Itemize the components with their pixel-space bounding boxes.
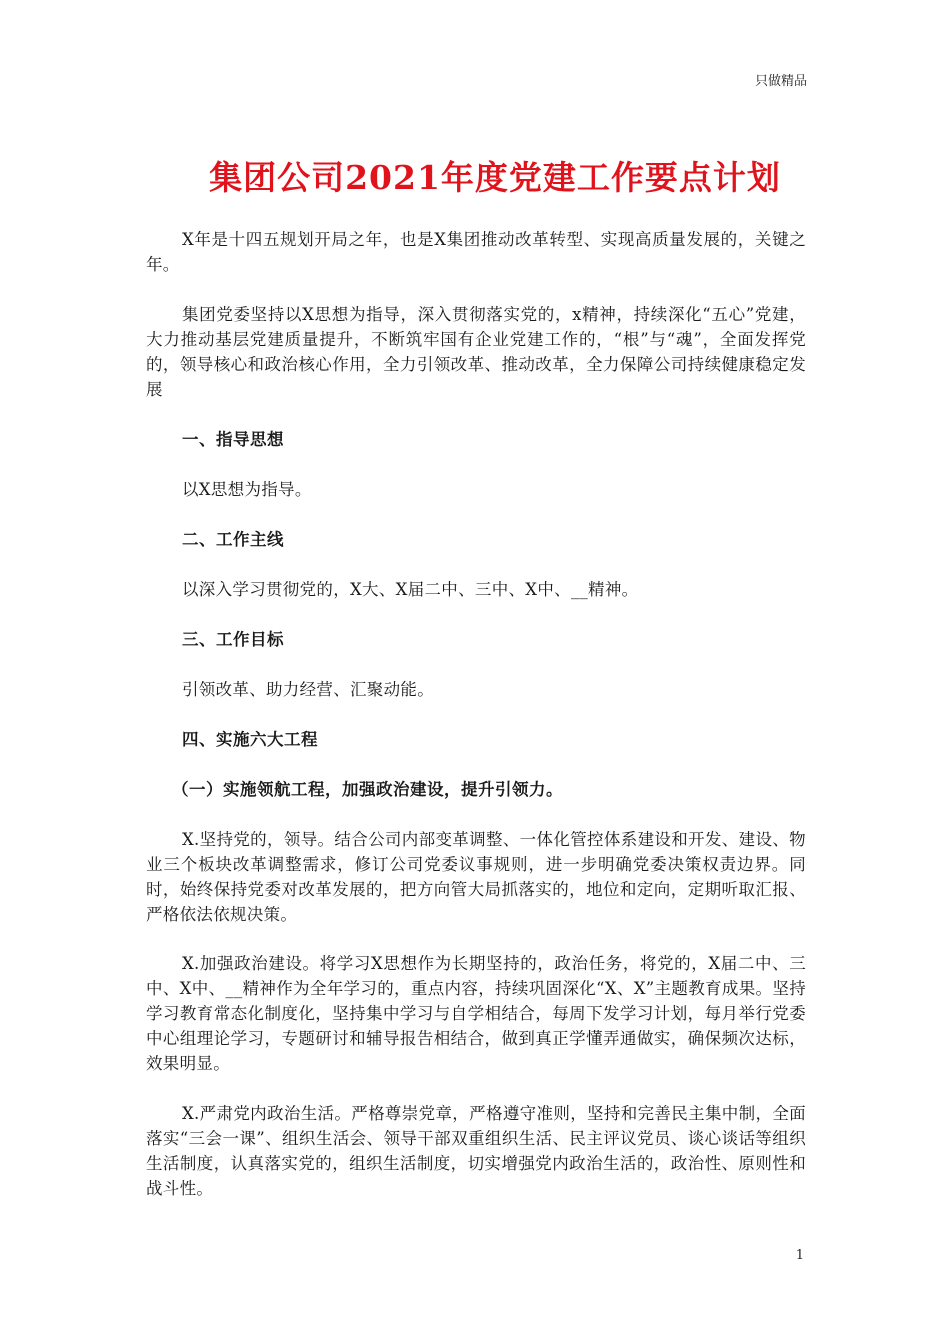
paragraph-political-life: X.严肃党内政治生活。严格尊崇党章，严格遵守准则，坚持和完善民主集中制，全面落实“三会一课”、组织生活会、领导干部双重组织生活、民主评议党员、谈心谈话等组织生活制度，认真落实党的，组织生活制度，切实增强党内政治生活的，政治性、原则性和战斗性。 xyxy=(146,1104,806,1198)
paragraph-party-leadership: X.坚持党的，领导。结合公司内部变革调整、一体化管控体系建设和开发、建设、物业三个板块改革调整需求，修订公司党委议事规则，进一步明确党委决策权责边界。同时，始终保持党委对改革发展的，把方向管大局抓落实的，地位和定向，定期听取汇报、严格依法依规决策。 xyxy=(146,830,806,924)
heading-guiding-ideology: 一、指导思想 xyxy=(182,430,284,449)
paragraph-intro: X年是十四五规划开局之年，也是X集团推动改革转型、实现高质量发展的，关键之年。 xyxy=(146,230,806,274)
heading-six-projects: 四、实施六大工程 xyxy=(182,730,318,749)
heading-work-mainline: 二、工作主线 xyxy=(182,530,284,549)
heading-work-goals: 三、工作目标 xyxy=(182,630,284,649)
paragraph-party-committee: 集团党委坚持以X思想为指导，深入贯彻落实党的，x精神，持续深化“五心”党建，大力推动基层党建质量提升，不断筑牢国有企业党建工作的，“根”与“魂”，全面发挥党的，领导核心和政治核心作用，全力引领改革、推动改革，全力保障公司持续健康稳定发展 xyxy=(146,305,806,399)
document-title: 集团公司2021年度党建工作要点计划 xyxy=(209,158,781,197)
page-number: 1 xyxy=(795,1248,804,1263)
work-goals-text: 引领改革、助力经营、汇聚动能。 xyxy=(182,680,434,699)
paragraph-political-building: X.加强政治建设。将学习X思想作为长期坚持的，政治任务，将党的，X届二中、三中、X中、__精神作为全年学习的，重点内容，持续巩固深化“X、X”主题教育成果。坚持学习教育常态化制度化，坚持集中学习与自学相结合，每周下发学习计划，每月举行党委中心组理论学习，专题研讨和辅导报告相结合，做到真正学懂弄通做实，确保频次达标，效果明显。 xyxy=(146,954,806,1073)
header-note: 只做精品 xyxy=(754,74,807,89)
subheading-pilot-project: （一）实施领航工程，加强政治建设，提升引领力。 xyxy=(172,780,563,799)
work-mainline-text: 以深入学习贯彻党的，X大、X届二中、三中、X中、__精神。 xyxy=(182,580,639,599)
guiding-ideology-text: 以X思想为指导。 xyxy=(182,480,312,499)
